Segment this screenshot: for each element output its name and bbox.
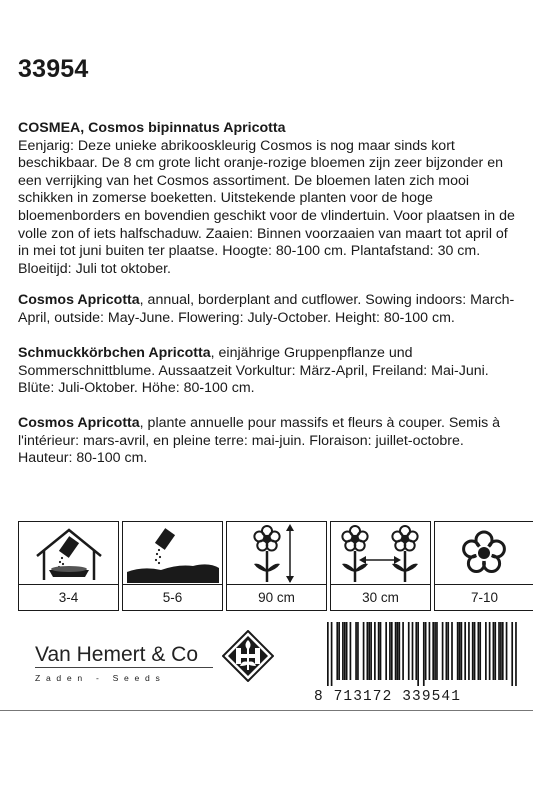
description-german-text: , einjährige Gruppenpflanze und Sommerschnittblume. Aussaatzeit Vorkultur: März-April, Freiland: Mai-Juni. Blüte: Juli-Oktober. Höhe: 80-100 cm. bbox=[18, 345, 489, 397]
description-english-text: , annual, borderplant and cutflower. Sowing indoors: March-April, outside: May-June. Flowering: July-October. Height: 80-100 cm. bbox=[18, 292, 515, 326]
description-dutch-title: COSMEA, Cosmos bipinnatus Apricotta bbox=[18, 120, 286, 136]
plant-spacing-value: 30 cm bbox=[362, 590, 399, 605]
description-french-text: , plante annuelle pour massifs et fleurs à couper. Semis à l'intérieur: mars-avril, en pleine terre: mai-juin. Floraison: juillet-octobre. Hauteur: 80-100 cm. bbox=[18, 415, 501, 467]
indoor-sowing-value: 3-4 bbox=[58, 590, 79, 605]
description-german bbox=[18, 345, 518, 398]
outdoor-sowing-box bbox=[122, 521, 223, 611]
barcode-icon bbox=[327, 622, 517, 687]
brand-divider bbox=[35, 667, 213, 668]
plant-spacing-icon bbox=[331, 522, 430, 584]
indoor-sowing-icon bbox=[19, 522, 118, 584]
brand-name: Van Hemert & Co bbox=[35, 643, 199, 666]
flowering-box bbox=[434, 521, 533, 611]
plant-height-icon bbox=[227, 522, 326, 584]
plant-height-value: 90 cm bbox=[258, 590, 295, 605]
description-french bbox=[18, 415, 518, 468]
plant-height-box bbox=[226, 521, 327, 611]
description-german-title: Schmuckkörbchen Apricotta bbox=[18, 345, 211, 361]
brand-logo-icon bbox=[222, 630, 274, 682]
description-french-title: Cosmos Apricotta bbox=[18, 415, 140, 431]
outdoor-sowing-value: 5-6 bbox=[162, 590, 183, 605]
description-dutch-text: Eenjarig: Deze unieke abrikooskleurig Cosmos is nog maar sinds kort beschikbaar. De 8 cm grote licht oranje-rozige bloemen zijn zeer bijzonder en een verrijking van het Cosmos assortiment. De bloemen laten zich mooi schikken in zomerse boeketten. Uitstekende planten voor de hoge bloemenborders en bovendien geschikt voor de vlindertuin. Voor plaatsen in de volle zon of iets halfschaduw. Zaaien: Binnen voorzaaien van maart tot april of in mei tot juni buiten ter plaatse. Hoogte: 80-100 cm. Plantafstand: 30 cm. Bloeitijd: Juli tot oktober. bbox=[18, 137, 515, 277]
cultivation-icons bbox=[18, 521, 533, 611]
flowering-icon bbox=[435, 522, 533, 584]
bottom-divider bbox=[0, 710, 533, 711]
article-number: 33954 bbox=[18, 55, 89, 83]
brand-tagline: Zaden - Seeds bbox=[35, 673, 166, 683]
indoor-sowing-box bbox=[18, 521, 119, 611]
description-english bbox=[18, 292, 518, 327]
outdoor-sowing-icon bbox=[123, 522, 222, 584]
plant-spacing-box bbox=[330, 521, 431, 611]
description-english-title: Cosmos Apricotta bbox=[18, 292, 140, 308]
barcode-digits: 8 713172 339541 bbox=[314, 689, 462, 705]
description-dutch bbox=[18, 120, 518, 278]
flowering-value: 7-10 bbox=[470, 590, 499, 605]
